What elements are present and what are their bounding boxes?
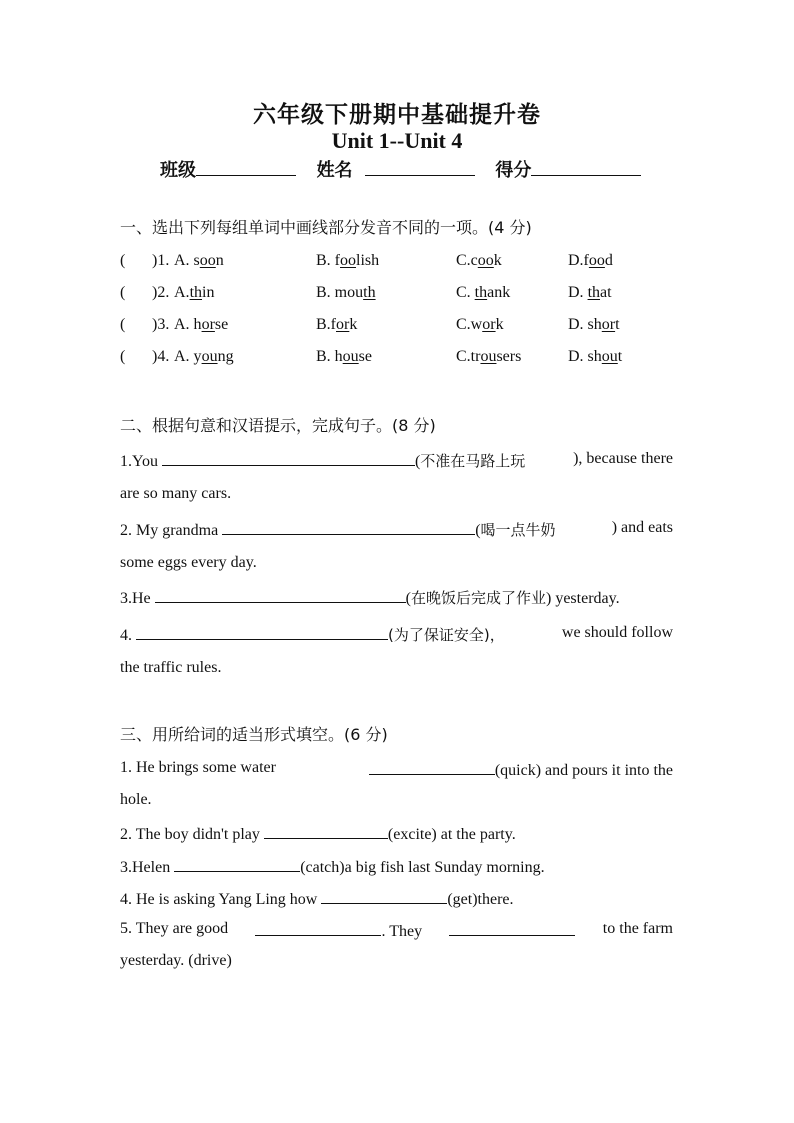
s1-option-a [174,252,224,270]
s1-answer-bracket[interactable]: ( [120,316,126,333]
s2-q1-continuation: are so many cars. [120,485,232,502]
score-label: 得分 [495,160,532,181]
s3-q4-prefix: 4. He is asking Yang Ling how [120,891,322,908]
s3-q5-prefix: 5. They are good [120,920,229,937]
s1-underlined-letters: oo [477,252,494,269]
s2-q1-suffix: ), because there [573,450,673,467]
s2-q2-blank[interactable] [222,519,475,535]
s3-question-1 [120,759,673,780]
s1-underlined-letters: th [474,284,488,301]
s1-option-text: ng [217,348,234,365]
section3-heading: 三、用所给词的适当形式填空。(6 分) [120,725,388,744]
s1-option-text: B. mou [316,284,364,301]
s1-option-text: C.c [456,252,478,269]
s1-option-text: B. f [316,252,340,269]
s1-option-text: B.f [316,316,336,333]
s1-option-text: A. h [174,316,202,333]
s3-q5-blank-2[interactable] [449,920,575,936]
s1-option-d [568,348,622,366]
s3-q5-continuation: yesterday. (drive) [120,952,232,969]
name-blank[interactable] [365,159,475,176]
s2-q3-suffix: ) yesterday. [546,590,620,607]
s1-option-a [174,348,234,366]
class-blank[interactable] [196,159,296,176]
s3-q3-suffix: (catch)a big fish last Sunday morning. [300,859,545,876]
s1-underlined-letters: th [189,284,203,301]
s1-option-text: D. sh [568,316,602,333]
name-label: 姓名 [316,160,353,181]
s2-q2-hint: 喝一点牛奶 [480,521,556,539]
s2-q4-blank[interactable] [136,624,388,640]
s1-answer-bracket[interactable]: ( [120,348,126,365]
s1-option-text: k [495,316,504,333]
s1-option-text: in [202,284,215,301]
s1-option-d [568,316,620,334]
student-info-line [160,156,641,182]
s2-q4-prefix: 4. [120,627,136,644]
s1-question-number: )4. [152,348,170,365]
s1-option-text: B. h [316,348,343,365]
s3-question-5 [120,920,673,941]
s1-option-text: t [615,316,620,333]
s1-option-a [174,284,214,302]
s1-option-b [316,316,357,334]
s1-option-text: se [358,348,372,365]
s1-option-text: d [604,252,613,269]
s1-option-c [456,348,521,366]
s3-question-2 [120,823,673,844]
s1-option-a [174,316,228,334]
s1-option-text: sers [496,348,522,365]
s1-answer-bracket[interactable]: ( [120,252,126,269]
s1-answer-bracket[interactable]: ( [120,284,126,301]
s3-q3-prefix: 3.Helen [120,859,175,876]
s1-option-text: D.f [568,252,589,269]
s3-question-4 [120,888,673,909]
s1-option-b [316,284,376,302]
section1-heading: 一、选出下列每组单词中画线部分发音不同的一项。(4 分) [120,218,532,237]
s1-option-text: t [617,348,623,365]
s1-option-c [456,284,510,302]
s1-option-text: k [493,252,502,269]
s1-option-text: C.w [456,316,483,333]
s1-underlined-letters: oo [340,252,356,269]
s1-option-text: lish [356,252,380,269]
s2-q3-blank[interactable] [155,587,406,603]
s3-q5-middle: . They [381,923,423,940]
s2-question-1: 1.You (不准在马路上玩 ), because there [120,450,673,470]
s1-underlined-letters: or [482,316,496,333]
s1-option-text: A. s [174,252,200,269]
s3-q5-blank-1[interactable] [255,920,381,936]
s2-q1-hint: 不准在马路上玩 [420,452,526,470]
s1-option-text: D. [568,284,588,301]
s1-option-text: at [600,284,612,301]
s1-option-text: ank [487,284,511,301]
score-blank[interactable] [531,159,641,176]
s1-underlined-letters: ou [601,348,618,365]
s3-question-3 [120,856,673,877]
s1-underlined-letters: or [601,316,616,333]
s2-question-4 [120,624,673,645]
s1-underlined-letters: or [336,316,350,333]
s1-underlined-letters: ou [342,348,359,365]
s1-option-text: n [215,252,224,269]
s3-q4-suffix: (get)there. [447,891,514,908]
s1-option-text: A. y [174,348,202,365]
s2-q3-hint: 在晚饭后完成了作业 [410,589,546,607]
s2-q4-hint: (为了保证安全)， [388,626,505,644]
s2-q2-suffix: ) and eats [611,519,673,536]
s3-q2-suffix: (excite) at the party. [387,826,516,843]
s3-q1-suffix: (quick) and pours it into the [494,762,673,779]
s1-underlined-letters: or [201,316,215,333]
s1-option-text: C.tr [456,348,481,365]
s1-option-c [456,316,504,334]
s1-option-text: A. [174,284,190,301]
s2-q4-suffix: we should follow [561,624,673,641]
s3-q3-blank[interactable] [174,856,300,872]
s2-q4-continuation: the traffic rules. [120,659,222,676]
s2-q2-continuation: some eggs every day. [120,554,257,571]
s1-underlined-letters: oo [588,252,605,269]
s1-option-text: se [214,316,229,333]
s1-option-c [456,252,502,270]
page-title: 六年级下册期中基础提升卷 [253,102,541,128]
s1-underlined-letters: oo [199,252,216,269]
section2-heading: 二、根据句意和汉语提示，完成句子。(8 分) [120,416,436,435]
s1-option-b [316,252,379,270]
class-label: 班级 [160,160,196,181]
s1-underlined-letters: th [587,284,601,301]
s2-q1-prefix: 1.You [120,453,162,470]
s1-option-b [316,348,372,366]
s1-option-d [568,284,612,302]
s3-q2-blank[interactable] [264,823,388,839]
s3-q1-continuation: hole. [120,791,152,808]
s3-q1-blank[interactable] [369,759,495,775]
s3-q1-prefix: 1. He brings some water [120,759,276,776]
s2-question-2: 2. My grandma (喝一点牛奶 ) and eats [120,519,673,539]
s1-underlined-letters: ou [480,348,497,365]
s1-option-d [568,252,613,270]
s1-option-text: k [349,316,358,333]
s1-question-number: )1. [152,252,170,269]
s2-question-3: 3.He (在晚饭后完成了作业) yesterday. [120,589,620,607]
s1-underlined-letters: ou [201,348,218,365]
s3-q2-prefix: 2. The boy didn't play [120,826,264,843]
s2-q3-prefix: 3.He [120,590,155,607]
s1-option-text: C. [456,284,475,301]
page-subtitle: Unit 1--Unit 4 [331,128,463,153]
s1-option-text: D. sh [568,348,602,365]
s2-q2-prefix: 2. My grandma [120,522,223,539]
s1-underlined-letters: th [363,284,376,301]
s3-q4-blank[interactable] [321,888,447,904]
s3-q5-suffix: to the farm [602,920,673,937]
s1-question-number: )2. [152,284,170,301]
s1-question-number: )3. [152,316,170,333]
s2-q1-blank[interactable] [162,450,415,466]
